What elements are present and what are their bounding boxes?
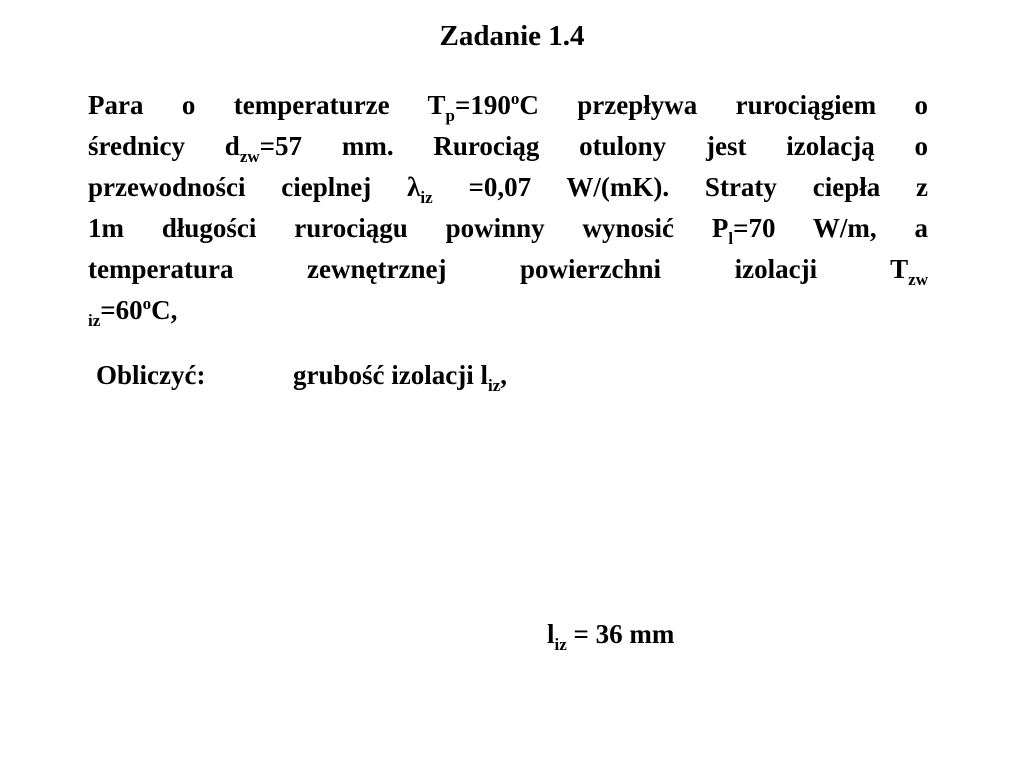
answer-subscript: iz <box>554 635 567 654</box>
text-segment: C, <box>151 295 178 325</box>
text-segment: temperatura zewnętrznej powierzchni izolacji T <box>88 254 909 284</box>
task-subscript: iz <box>487 376 501 395</box>
subscript: zw <box>908 270 928 289</box>
subscript: iz <box>420 188 433 207</box>
problem-line-6 <box>88 290 928 331</box>
problem-statement <box>88 85 928 331</box>
subscript: zw <box>239 147 260 166</box>
subscript: p <box>445 106 456 125</box>
problem-line-1 <box>88 85 928 126</box>
superscript: o <box>510 89 520 108</box>
subscript: iz <box>88 311 101 330</box>
text-segment: =60 <box>100 295 143 325</box>
task-label: Obliczyć: <box>96 360 206 390</box>
problem-line-4 <box>88 208 928 249</box>
task-text: grubość izolacji l <box>293 360 488 390</box>
answer-value: = 36 mm <box>566 619 675 649</box>
text-segment: 1m długości rurociągu powinny wynosić P <box>88 213 729 243</box>
text-segment: =0,07 W/(mK). Straty ciepła z <box>432 172 928 202</box>
text-segment: =70 W/m, a <box>733 213 928 243</box>
problem-line-5 <box>88 249 928 290</box>
problem-line-3 <box>88 167 928 208</box>
answer <box>547 614 674 654</box>
text-segment: średnicy d <box>88 131 240 161</box>
slide-title: Zadanie 1.4 <box>439 20 585 52</box>
text-segment: =190 <box>455 90 511 120</box>
superscript: o <box>142 294 152 313</box>
answer-symbol: l <box>547 619 555 649</box>
text-segment: C przepływa rurociągiem o <box>519 90 928 120</box>
subscript: l <box>728 229 734 248</box>
text-segment: =57 mm. Rurociąg otulony jest izolacją o <box>259 131 928 161</box>
task-end: , <box>500 360 508 390</box>
text-segment: przewodności cieplnej <box>88 172 408 202</box>
text-segment: Para o temperaturze T <box>88 90 446 120</box>
lambda-symbol: λ <box>407 172 421 202</box>
problem-line-2 <box>88 126 928 167</box>
task-line <box>96 355 507 395</box>
